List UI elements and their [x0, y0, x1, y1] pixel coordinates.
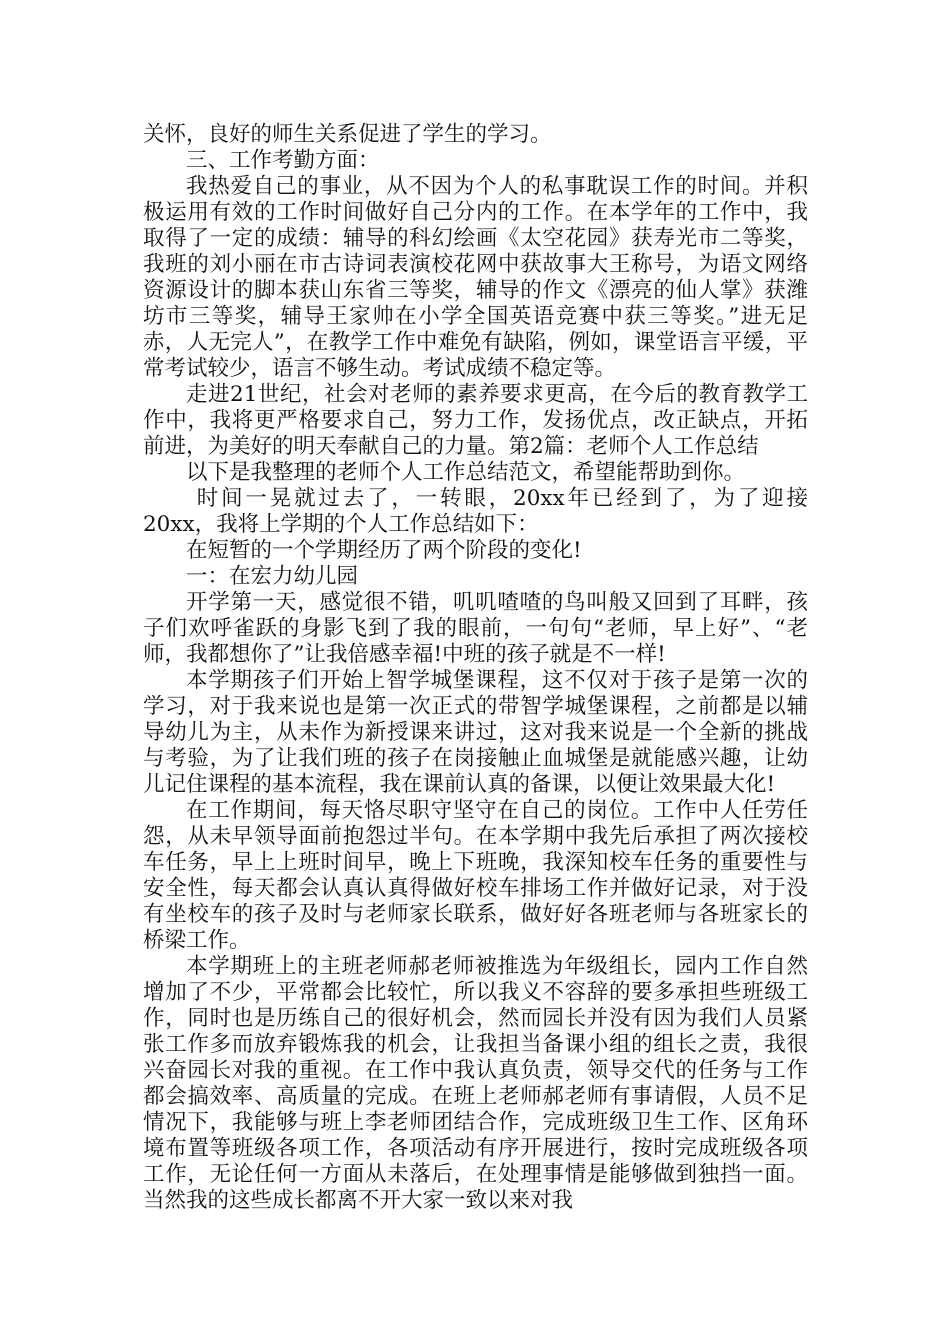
paragraph-6: 时间一晃就过去了，一转眼，20xx年已经到了，为了迎接20xx，我将上学期的个人工作总结如下： [143, 486, 808, 537]
paragraph-7: 在短暂的一个学期经历了两个阶段的变化! [186, 538, 582, 563]
paragraph-3: 我热爱自己的事业，从不因为个人的私事耽误工作的时间。并积极运用有效的工作时间做好自己分内的工作。在本学年的工作中，我取得了一定的成绩：辅导的科幻绘画《太空花园》获寿光市二等奖，我班的刘小丽在市古诗词表演校花网中获故事大王称号，为语文网络资源设计的脚本获山东省三等奖，辅导的作文《漂亮的仙人掌》获潍坊市三等奖，辅导王家帅在小学全国英语竞赛中获三等奖。”进无足赤，人无完人”，在教学工作中难免有缺陷，例如，课堂语言平缓，平常考试较少，语言不够生动。考试成绩不稳定等。 [143, 174, 808, 381]
section-heading-kindergarten: 一：在宏力幼儿园 [186, 564, 359, 589]
section-heading-attendance: 三、工作考勤方面： [186, 148, 380, 173]
paragraph-5: 以下是我整理的老师个人工作总结范文，希望能帮助到你。 [186, 460, 746, 485]
paragraph-4: 走进21世纪，社会对老师的素养要求更高，在今后的教育教学工作中，我将更严格要求自己，努力工作，发扬优点，改正缺点，开拓前进，为美好的明天奉献自己的力量。第2篇：老师个人工作总结 [143, 382, 808, 459]
paragraph-11: 在工作期间，每天恪尽职守坚守在自己的岗位。工作中人任劳任怨，从未早领导面前抱怨过半句。在本学期中我先后承担了两次接校车任务，早上上班时间早，晚上下班晚，我深知校车任务的重要性与安全性，每天都会认真认真得做好校车排场工作并做好记录，对于没有坐校车的孩子及时与老师家长联系，做好好各班老师与各班家长的桥梁工作。 [143, 798, 808, 953]
document-body [143, 122, 808, 1214]
paragraph-10: 本学期孩子们开始上智学城堡课程，这不仅对于孩子是第一次的学习，对于我来说也是第一次正式的带智学城堡课程，之前都是以辅导幼儿为主，从未作为新授课来讲过，这对我来说是一个全新的挑战与考验，为了让我们班的孩子在岗接触止血城堡是就能感兴趣，让幼儿记住课程的基本流程，我在课前认真的备课，以便让效果最大化! [143, 668, 808, 797]
paragraph-12: 本学期班上的主班老师郝老师被推选为年级组长，园内工作自然增加了不少，平常都会比较忙，所以我义不容辞的要多承担些班级工作，同时也是历练自己的很好机会，然而园长并没有因为我们人员紧张工作多而放弃锻炼我的机会，让我担当备课小组的组长之责，我很兴奋园长对我的重视。在工作中我认真负责，领导交代的任务与工作都会搞效率、高质量的完成。在班上老师郝老师有事请假，人员不足情况下，我能够与班上李老师团结合作，完成班级卫生工作、区角环境布置等班级各项工作，各项活动有序开展进行，按时完成班级各项工作，无论任何一方面从未落后，在处理事情是能够做到独挡一面。当然我的这些成长都离不开大家一致以来对我 [143, 954, 808, 1213]
paragraph-9: 开学第一天，感觉很不错，叽叽喳喳的鸟叫般又回到了耳畔，孩子们欢呼雀跃的身影飞到了我的眼前，一句句“老师，早上好”、“老师，我都想你了”让我倍感幸福!中班的孩子就是不一样! [143, 590, 808, 667]
paragraph-1: 关怀，良好的师生关系促进了学生的学习。 [143, 122, 552, 147]
